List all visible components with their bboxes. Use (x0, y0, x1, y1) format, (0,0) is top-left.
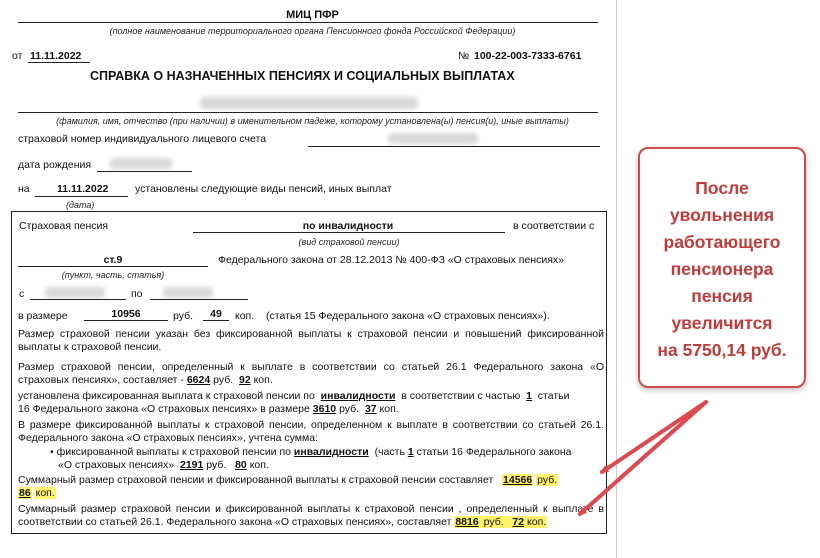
pension-kop-label: коп. (235, 310, 255, 322)
law-reference: Федерального закона от 28.12.2013 № 400-ФЗ «О страховых пенсиях» (218, 254, 564, 266)
article-hint: (пункт, часть, статья) (61, 270, 165, 280)
amount-label: в размере (18, 310, 68, 322)
p3-line1: установлена фиксированная выплата к страховой пенсии по инвалидности в соответствии с частью 1 статьи (18, 390, 570, 402)
p5-line2: 86 коп. (19, 487, 55, 499)
on-date-hint: (дата) (66, 200, 95, 210)
accordance-label: в соответствии с (513, 220, 595, 232)
on-date-text: установлены следующие виды пенсий, иных выплат (135, 183, 392, 195)
from-label: от (12, 50, 23, 62)
certificate-number: 100-22-003-7333-6761 (474, 50, 582, 62)
total-kop-highlight: 86 (19, 487, 31, 499)
on-label: на (18, 183, 30, 195)
p4-bullet: • фиксированной выплаты к страховой пенсии по инвалидности (часть 1 статьи 16 Федерального закона (50, 446, 572, 458)
p2-line2: страховых пенсиях», составляет - 6624 руб. 92 коп. (18, 374, 273, 386)
p5-line1: Суммарный размер страховой пенсии и фиксированной выплаты к страховой пенсии составляет 14566 руб. (18, 474, 558, 486)
certificate-date: 11.11.2022 (30, 50, 82, 62)
callout-line: После (695, 178, 749, 198)
pension-kop-amount: 49 (210, 308, 222, 320)
org-hint: (полное наименование территориального органа Пенсионного фонда Российской Федерации) (109, 26, 516, 36)
to-date-label: по (131, 288, 143, 300)
birth-label: дата рождения (18, 159, 92, 171)
p6-line1: Суммарный размер страховой пенсии и фиксированной выплаты к страховой пенсии , определенный к выплате в (18, 503, 604, 515)
p6-line2: соответствии со статьей 26.1. Федерального закона «О страховых пенсиях», составляет 8816 руб. 72 коп. (18, 516, 547, 528)
callout-line: пенсия (691, 286, 753, 306)
callout-line: увольнения (669, 205, 775, 225)
pension-type: по инвалидности (302, 220, 394, 232)
article: ст.9 (103, 254, 123, 266)
p1-line1: Размер страховой пенсии указан без фиксированной выплаты к страховой пенсии и повышений фиксированной (18, 328, 604, 340)
number-label: № (458, 50, 470, 62)
callout-line: увеличится (671, 313, 773, 333)
p4-line2: Федерального закона «О страховых пенсиях», учтена сумма: (18, 432, 318, 444)
total-rub-highlight: 14566 (503, 474, 533, 486)
org-name: МИЦ ПФР (286, 9, 339, 21)
pension-rub-label: руб. (173, 310, 194, 322)
p3-line2: 16 Федерального закона «О страховых пенсиях» в размере 3610 руб. 37 коп. (18, 403, 399, 415)
article-note: (статья 15 Федерального закона «О страховых пенсиях»). (266, 310, 550, 322)
callout-line: на 5750,14 руб. (657, 340, 787, 360)
p4-line4: «О страховых пенсиях» 2191 руб. 80 коп. (58, 459, 269, 471)
pension-rub-amount: 10956 (111, 308, 141, 320)
p2-line1: Размер страховой пенсии, определенный к выплате в соответствии со статьей 26.1 Федерального закона «О (18, 361, 604, 373)
callout-line: работающего (663, 232, 781, 252)
from-date-label: с (19, 288, 25, 300)
on-date: 11.11.2022 (57, 183, 109, 195)
arrow-to-payable (580, 402, 706, 514)
callout-line: пенсионера (670, 259, 774, 279)
arrow-to-total (602, 402, 706, 472)
name-hint: (фамилия, имя, отчество (при наличии) в именительном падеже, которому установлена(ы) пенсия(и), иные выплаты) (56, 116, 569, 126)
p4-line1: В размере фиксированной выплаты к страховой пенсии, определенном к выплате в соответствии со статьей 26.1. (18, 419, 604, 431)
snils-label: страховой номер индивидуального лицевого счета (18, 133, 267, 145)
p1-line2: выплаты к страховой пенсии. (18, 341, 162, 353)
pension-type-hint: (вид страховой пенсии) (298, 237, 400, 247)
document-title: СПРАВКА О НАЗНАЧЕННЫХ ПЕНСИЯХ И СОЦИАЛЬНЫХ ВЫПЛАТАХ (90, 69, 515, 83)
payable-rub-highlight: 8816 (455, 516, 479, 528)
pension-label: Страховая пенсия (19, 220, 109, 232)
